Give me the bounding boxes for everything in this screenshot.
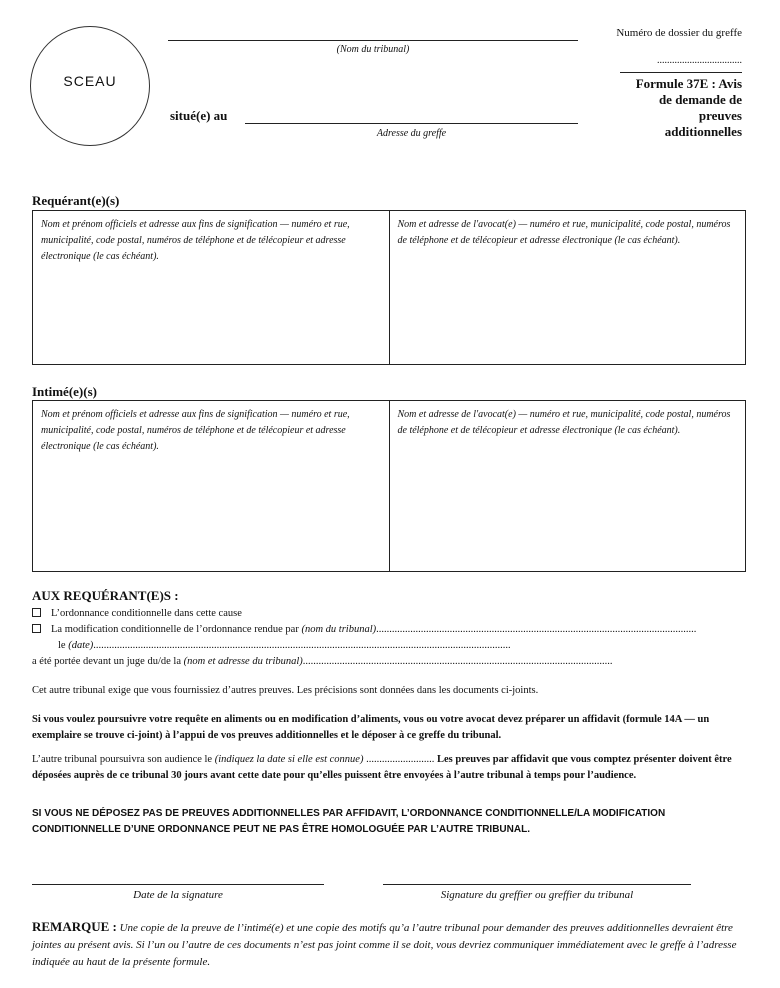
respondent-lawyer-field[interactable]: Nom et adresse de l'avocat(e) — numéro et rue, municipalité, code postal, numéros de téléphone et de télécopieur et adresse électronique (le cas échéant). bbox=[389, 401, 746, 571]
file-number-field[interactable]: .................................. bbox=[657, 55, 742, 66]
file-number-label: Numéro de dossier du greffe bbox=[616, 27, 742, 39]
order-date-dots[interactable]: ............................................................................................................................................................... bbox=[93, 640, 511, 651]
form-title-line-1: Formule 37E : Avis bbox=[635, 76, 742, 91]
hearing-text-a: L’autre tribunal poursuivra son audience le bbox=[32, 754, 215, 765]
checkbox-conditional-order[interactable] bbox=[32, 608, 41, 617]
evidence-required-paragraph: Cet autre tribunal exige que vous fournissiez d’autres preuves. Les précisions sont données dans les documents ci-joints. bbox=[32, 685, 539, 696]
checkbox-conditional-variation[interactable] bbox=[32, 624, 41, 633]
court-name-line[interactable] bbox=[168, 40, 578, 41]
hearing-text-c: Les preuves par affidavit que vous comptez présenter doivent être déposées auprès de ce tribunal 30 jours avant cette date pour qu’elles puissent être envoyées à l’autre tribunal à temps pour l’audience. bbox=[32, 754, 732, 781]
option-conditional-variation[interactable] bbox=[32, 622, 757, 638]
date-signature-caption: Date de la signature bbox=[133, 889, 223, 901]
respondent-info-field[interactable]: Nom et prénom officiels et adresse aux fins de signification — numéro et rue, municipalité, code postal, numéros de téléphone et de télécopieur et adresse électronique (le cas échéant). bbox=[41, 409, 350, 452]
applicants-title: Requérant(e)(s) bbox=[32, 193, 120, 208]
clerk-signature-line[interactable] bbox=[383, 884, 691, 885]
form-title-line-4: additionnelles bbox=[664, 124, 742, 139]
hearing-paragraph bbox=[32, 752, 746, 784]
option-conditional-variation-label: La modification conditionnelle de l’ordonnance rendue par bbox=[51, 624, 302, 635]
remark-label: REMARQUE : bbox=[32, 919, 117, 934]
option-conditional-order[interactable] bbox=[32, 606, 752, 622]
respondents-title: Intimé(e)(s) bbox=[32, 384, 97, 399]
court-address-caption: Adresse du greffe bbox=[376, 128, 447, 139]
applicant-lawyer-field[interactable]: Nom et adresse de l'avocat(e) — numéro et rue, municipalité, code postal, numéros de téléphone et de télécopieur et adresse électronique (le cas échéant). bbox=[389, 211, 746, 364]
seal-circle bbox=[30, 26, 150, 146]
hearing-date-hint: (indiquez la date si elle est connue) bbox=[214, 754, 364, 765]
applicant-info-field[interactable]: Nom et prénom officiels et adresse aux fins de signification — numéro et rue, municipalité, code postal, numéros de téléphone et de télécopieur et adresse électronique (le cas échéant). bbox=[41, 219, 350, 262]
affidavit-instructions: Si vous voulez poursuivre votre requête en aliments ou en modification d’aliments, vous ou votre avocat devez préparer un affidavit (formule 14A — un exemplaire se trouve ci-joint) à l’appui de vos preuves additionnelles et le déposer à ce greffe du tribunal. bbox=[32, 714, 710, 741]
order-date-label: le bbox=[58, 640, 69, 651]
heard-before-dots[interactable]: ...................................................................................................................... bbox=[302, 656, 613, 667]
notice-title: AUX REQUÉRANT(E)S : bbox=[32, 588, 179, 603]
hearing-date-dots[interactable]: .......................... bbox=[363, 754, 435, 765]
respondents-box bbox=[32, 400, 746, 572]
heard-before-line bbox=[32, 654, 702, 670]
court-name-hint: (nom du tribunal) bbox=[301, 624, 377, 635]
order-date-line bbox=[58, 638, 726, 654]
located-at-label: situé(e) au bbox=[170, 108, 228, 123]
clerk-signature-caption: Signature du greffier ou greffier du tribunal bbox=[440, 889, 634, 901]
remark-text: Une copie de la preuve de l’intimé(e) et une copie des motifs qu’a l’autre tribunal pour demander des preuves additionnelles devraient être jointes au présent avis. Si l’un ou l’autre de ces documents n’est pas joint comme il se doit, vous devriez communiquer immédiatement avec le greffe à l’adresse indiquée au haut de la présente formule. bbox=[32, 922, 737, 968]
heard-before-hint: (nom et adresse du tribunal) bbox=[183, 656, 303, 667]
order-date-hint: (date) bbox=[68, 640, 94, 651]
court-name-caption: (Nom du tribunal) bbox=[336, 44, 410, 55]
option-conditional-order-label: L’ordonnance conditionnelle dans cette cause bbox=[51, 608, 242, 619]
form-title-line-3: preuves bbox=[698, 108, 742, 123]
warning-paragraph: SI VOUS NE DÉPOSEZ PAS DE PREUVES ADDITIONNELLES PAR AFFIDAVIT, L’ORDONNANCE CONDITIONNELLE/LA MODIFICATION CONDITIONNELLE D’UNE ORDONNANCE PEUT NE PAS ÊTRE HOMOLOGUÉE PAR L’AUTRE TRIBUNAL. bbox=[32, 808, 666, 835]
form-title bbox=[560, 76, 742, 140]
form-title-line-2: de demande de bbox=[658, 92, 742, 107]
heard-before-label: a été portée devant un juge du/de la bbox=[32, 656, 184, 667]
date-signature-line[interactable] bbox=[32, 884, 324, 885]
court-name-dots[interactable]: .......................................................................................................................... bbox=[376, 624, 697, 635]
header-separator bbox=[620, 72, 742, 73]
court-address-line[interactable] bbox=[245, 123, 578, 124]
seal-label: SCEAU bbox=[63, 73, 117, 89]
remark-paragraph bbox=[32, 918, 748, 971]
applicants-box bbox=[32, 210, 746, 365]
